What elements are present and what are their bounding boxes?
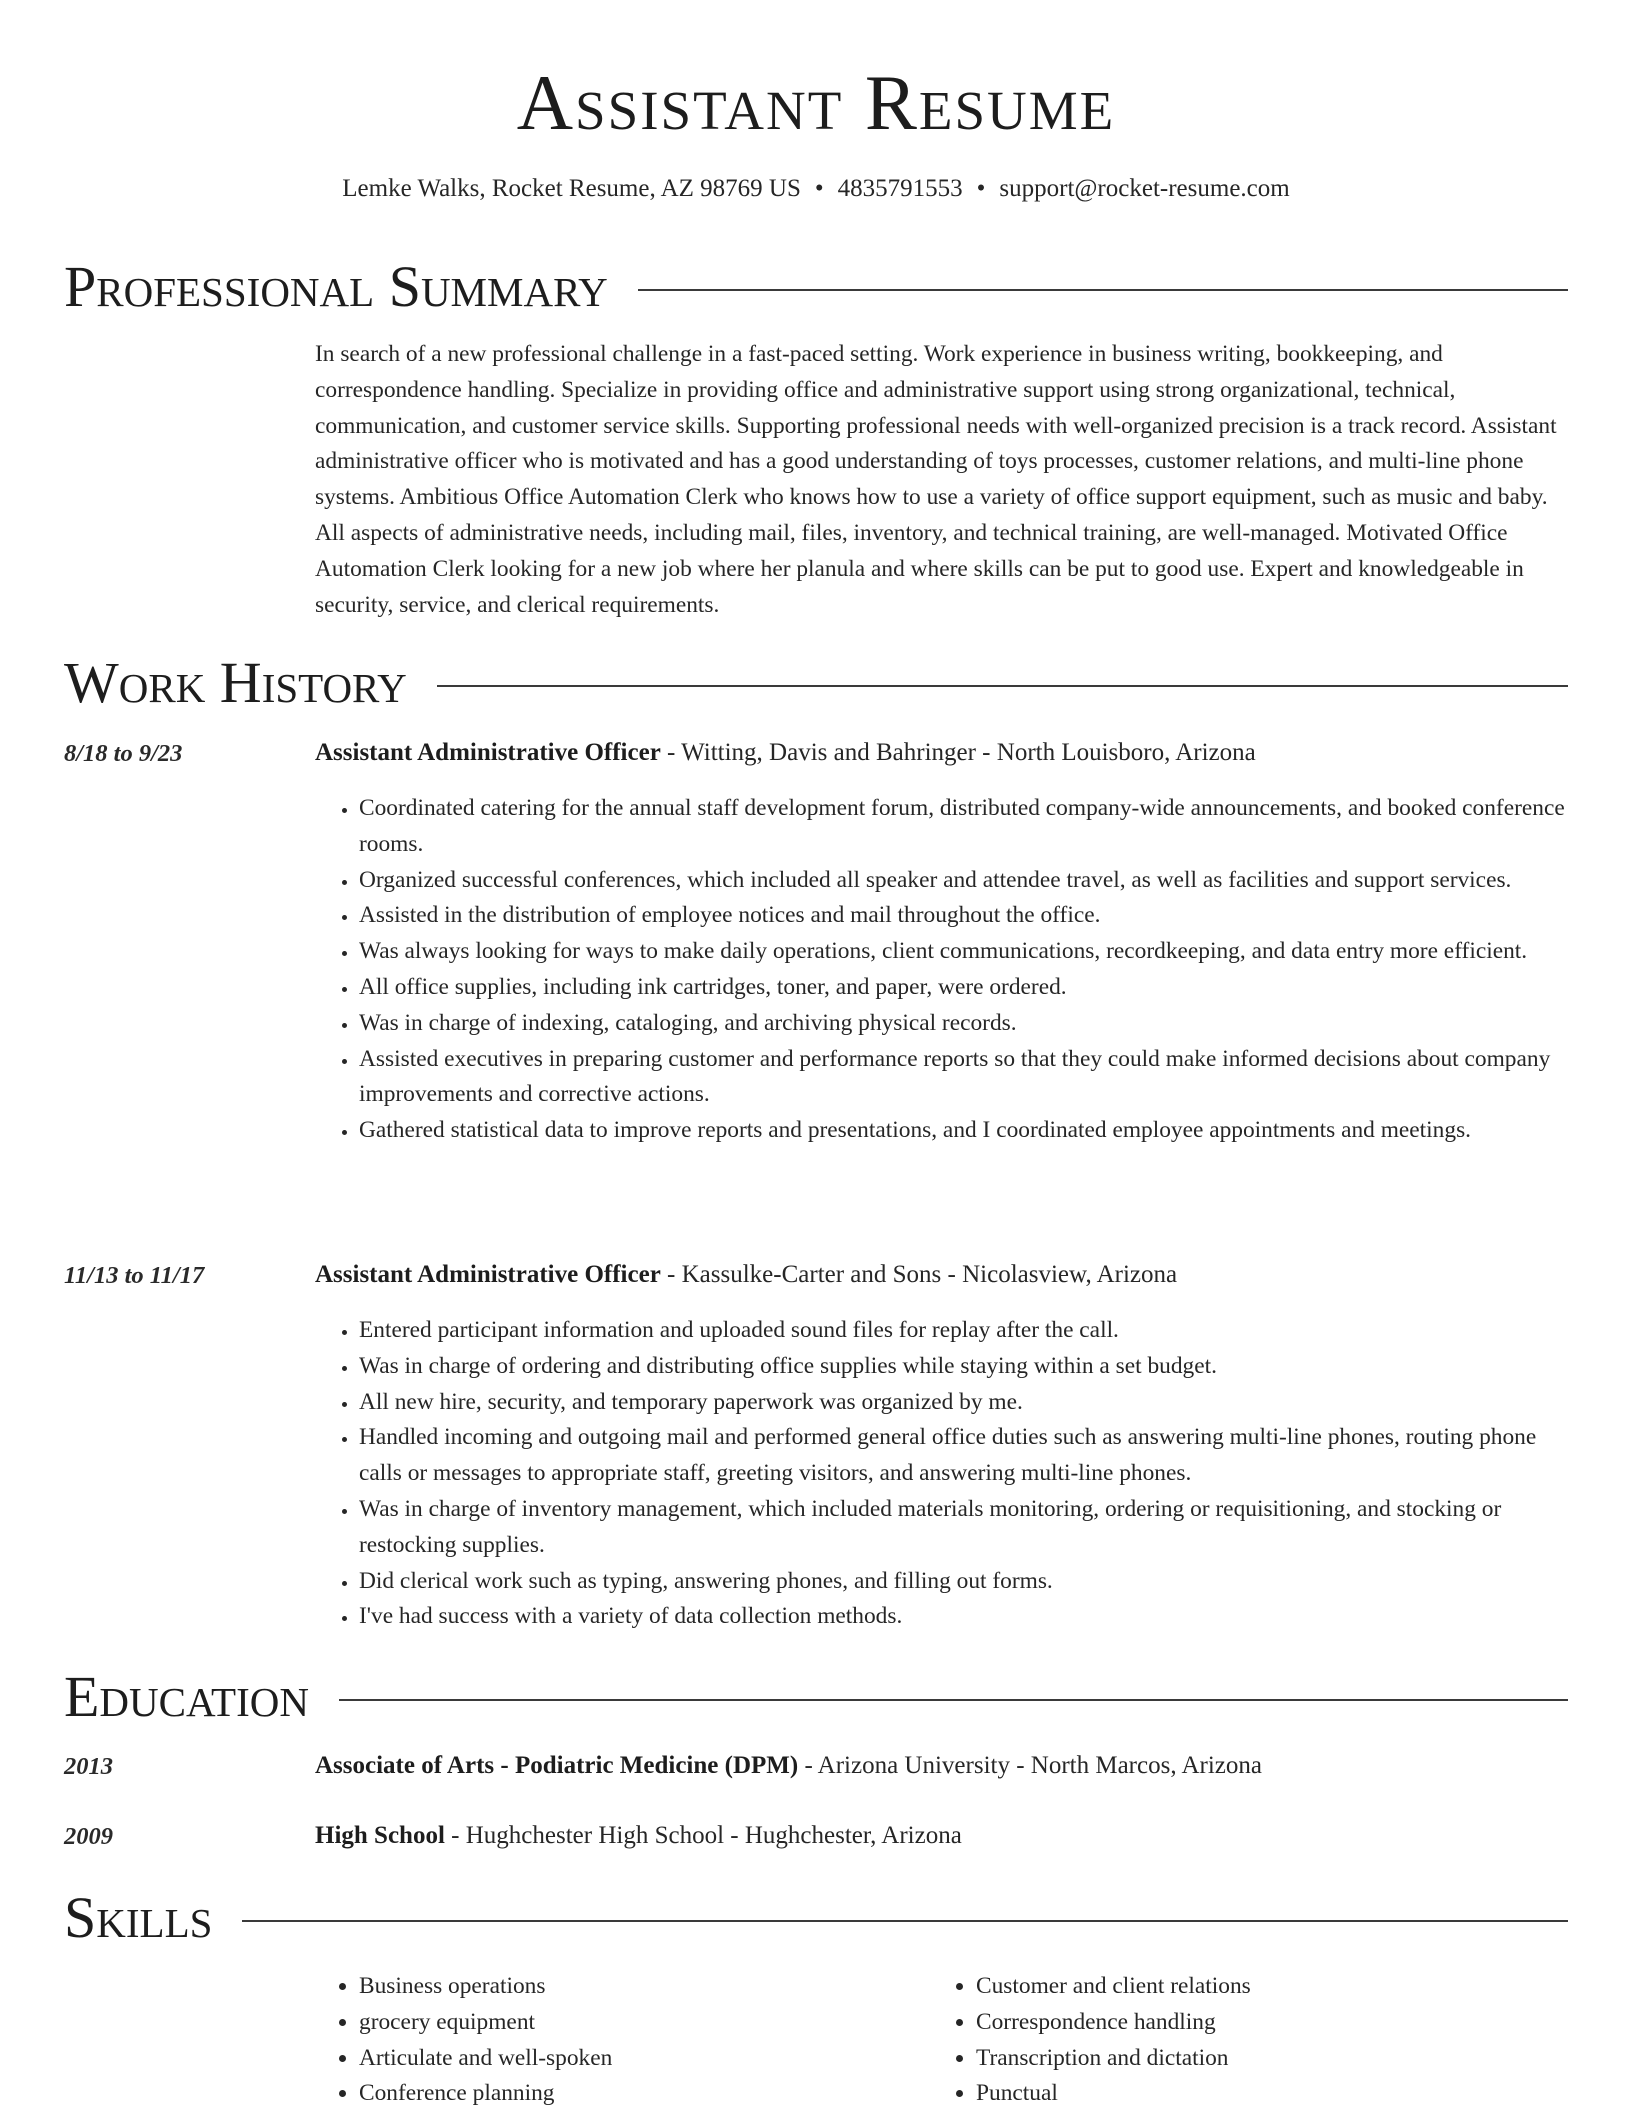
skill-item: • grocery equipment	[359, 2005, 919, 2041]
summary-heading: Professional Summary	[64, 254, 608, 319]
job-bullets	[315, 791, 1568, 1149]
education-degree: High School	[315, 1822, 445, 1849]
section-divider	[638, 289, 1568, 291]
skills-heading: Skills	[64, 1885, 213, 1950]
section-divider	[339, 1699, 1568, 1701]
job-bullet: • Assisted executives in preparing customer and performance reports so that they could make informed decisions about company improvements and corrective actions.	[359, 1042, 1568, 1114]
section-divider	[242, 1920, 1568, 1922]
job-bullet: • I've had success with a variety of data collection methods.	[359, 1599, 1568, 1635]
job-bullet: • All new hire, security, and temporary paperwork was organized by me.	[359, 1385, 1568, 1421]
contact-address: Lemke Walks, Rocket Resume, AZ 98769 US	[342, 175, 801, 202]
job-details: - Witting, Davis and Bahringer - North Louisboro, Arizona	[660, 739, 1256, 766]
job-dates: 8/18 to 9/23	[64, 740, 183, 767]
section-divider	[437, 685, 1568, 687]
job-title: Assistant Administrative Officer	[315, 1261, 661, 1288]
resume-title: Assistant Resume	[516, 59, 1116, 146]
job-bullet: • Entered participant information and uploaded sound files for replay after the call.	[359, 1313, 1568, 1349]
education-entry	[315, 1752, 1568, 1780]
job-bullet: • All office supplies, including ink cartridges, toner, and paper, were ordered.	[359, 970, 1568, 1006]
education-degree: Associate of Arts - Podiatric Medicine (DPM)	[315, 1752, 799, 1779]
summary-section-header	[64, 254, 1568, 319]
job-bullet: • Organized successful conferences, which included all speaker and attendee travel, as well as facilities and support services.	[359, 863, 1568, 899]
skill-item: • Correspondence handling	[976, 2005, 1596, 2041]
job-bullet: • Did clerical work such as typing, answering phones, and filling out forms.	[359, 1564, 1568, 1600]
skill-item: • Transcription and dictation	[976, 2041, 1596, 2077]
work-section-header	[64, 650, 1568, 715]
skill-item: • Business operations	[359, 1969, 919, 2005]
education-details: - Arizona University - North Marcos, Arizona	[798, 1752, 1262, 1779]
skills-list-right	[932, 1969, 1596, 2112]
job-dates: 11/13 to 11/17	[64, 1262, 205, 1289]
job-bullet: • Handled incoming and outgoing mail and performed general office duties such as answering multi-line phones, routing phone calls or messages to appropriate staff, greeting visitors, and answering multi-line phones.	[359, 1420, 1568, 1492]
job-bullet: • Was always looking for ways to make daily operations, client communications, recordkeeping, and data entry more efficient.	[359, 934, 1568, 970]
skills-section-header	[64, 1885, 1568, 1950]
skill-item: • Customer and client relations	[976, 1969, 1596, 2005]
job-bullet: • Coordinated catering for the annual staff development forum, distributed company-wide announcements, and booked conference rooms.	[359, 791, 1568, 863]
education-heading: Education	[64, 1664, 309, 1729]
contact-phone: 4835791553	[837, 175, 963, 202]
job-header	[315, 1261, 1568, 1289]
education-section-header	[64, 1664, 1568, 1729]
summary-text: In search of a new professional challenge in a fast-paced setting. Work experience in business writing, bookkeeping, and correspondence handling. Specialize in providing office and administrative support using strong organizational, technical, communication, and customer service skills. Supporting professional needs with well-organized precision is a track record. Assistant administrative officer who is motivated and has a good understanding of toys processes, customer relations, and multi-line phone systems. Ambitious Office Automation Clerk who knows how to use a variety of office support equipment, such as music and baby. All aspects of administrative needs, including mail, files, inventory, and technical training, are well-managed. Motivated Office Automation Clerk looking for a new job where her planula and where skills can be put to good use. Expert and knowledgeable in security, service, and clerical requirements.	[315, 341, 1557, 618]
education-year: 2013	[64, 1753, 113, 1780]
contact-line	[0, 175, 1632, 203]
education-entry	[315, 1822, 1568, 1850]
skills-list-left	[315, 1969, 919, 2112]
job-header	[315, 739, 1568, 767]
job-bullet: • Gathered statistical data to improve reports and presentations, and I coordinated employee appointments and meetings.	[359, 1113, 1568, 1149]
skill-item: • Conference planning	[359, 2076, 919, 2112]
job-details: - Kassulke-Carter and Sons - Nicolasview, Arizona	[660, 1261, 1178, 1288]
job-bullets	[315, 1313, 1568, 1635]
job-title: Assistant Administrative Officer	[315, 739, 661, 766]
job-bullet: • Was in charge of indexing, cataloging, and archiving physical records.	[359, 1006, 1568, 1042]
education-details: - Hughchester High School - Hughchester, Arizona	[444, 1822, 962, 1849]
education-year: 2009	[64, 1823, 113, 1850]
job-bullet: • Assisted in the distribution of employee notices and mail throughout the office.	[359, 898, 1568, 934]
skill-item: • Punctual	[976, 2076, 1596, 2112]
work-heading: Work History	[64, 650, 407, 715]
contact-separator: •	[976, 175, 986, 202]
contact-email: support@rocket-resume.com	[999, 175, 1290, 202]
job-bullet: • Was in charge of inventory management, which included materials monitoring, ordering or requisitioning, and stocking or restocking supplies.	[359, 1492, 1568, 1564]
contact-separator: •	[814, 175, 824, 202]
skill-item: • Articulate and well-spoken	[359, 2041, 919, 2077]
job-bullet: • Was in charge of ordering and distributing office supplies while staying within a set budget.	[359, 1349, 1568, 1385]
